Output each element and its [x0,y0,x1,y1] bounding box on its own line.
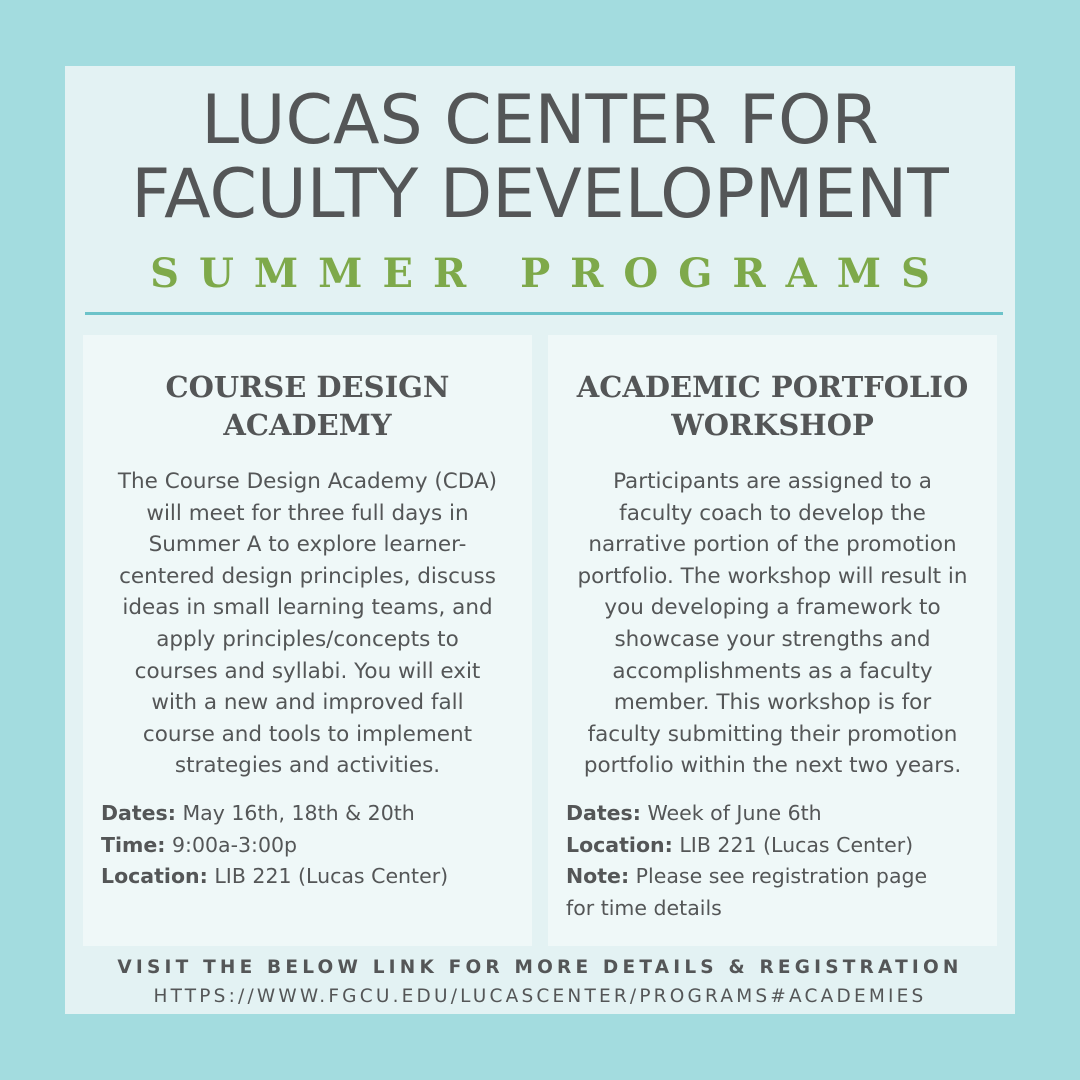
description-line: courses and syllabi. You will exit [134,658,481,684]
page-title [65,81,1015,234]
description-line: apply principles/concepts to [156,626,459,652]
detail-dates [101,798,448,830]
program-description [548,466,997,782]
detail-value: LIB 221 (Lucas Center) [672,832,914,857]
detail-value: Please see registration page [629,864,928,889]
description-line: with a new and improved fall [151,690,464,716]
description-line: strategies and activities. [174,753,441,779]
program-title-line: ACADEMY [223,408,392,442]
program-title-line: WORKSHOP [671,408,874,442]
program-card-academic-portfolio [548,335,997,946]
description-line: portfolio within the next two years. [583,753,962,779]
detail-label: Time: [101,832,166,857]
description-line: showcase your strengths and [614,626,931,652]
detail-value: for time details [566,895,722,920]
description-line: The Course Design Academy (CDA) [117,469,498,494]
registration-link[interactable]: HTTPS://WWW.FGCU.EDU/LUCASCENTER/PROGRAMS#ACADEMIES [153,986,927,1007]
detail-label: Dates: [566,801,641,825]
detail-dates [566,798,927,830]
description-line: portfolio. The workshop will result in [577,563,968,589]
detail-time [101,830,448,862]
flyer-panel [65,66,1015,1014]
description-line: centered design principles, discuss [119,563,496,589]
program-details [566,798,927,924]
description-line: faculty coach to develop the [619,500,926,526]
footer-call-to-action: VISIT THE BELOW LINK FOR MORE DETAILS & REGISTRATION [117,957,963,978]
program-title [548,335,997,444]
detail-label: Location: [101,864,208,889]
detail-location [566,830,927,862]
detail-value: 9:00a-3:00p [165,832,298,857]
description-line: ideas in small learning teams, and [122,595,493,621]
program-details [101,798,448,893]
description-line: member. This workshop is for [613,690,932,716]
title-line-2: FACULTY DEVELOPMENT [131,155,949,234]
detail-note [566,861,927,893]
detail-value: Week of June 6th [640,801,822,825]
detail-value: LIB 221 (Lucas Center) [207,864,449,889]
detail-location [101,861,448,893]
page-subtitle: SUMMER PROGRAMS [150,250,950,297]
program-description [83,466,532,782]
description-line: will meet for three full days in [146,500,469,526]
detail-value: May 16th, 18th & 20th [175,801,415,825]
detail-label: Location: [566,832,673,857]
divider [85,312,1003,315]
detail-label: Note: [566,864,630,889]
program-title [83,335,532,444]
program-card-course-design [83,335,532,946]
detail-note-continued [566,893,927,925]
description-line: Participants are assigned to a [613,469,932,494]
title-line-1: LUCAS CENTER FOR [201,81,879,160]
detail-label: Dates: [101,801,176,825]
description-line: Summer A to explore learner- [148,532,467,558]
program-title-line: COURSE DESIGN [165,370,450,404]
description-line: accomplishments as a faculty [612,658,933,684]
description-line: narrative portion of the promotion [588,532,957,558]
description-line: faculty submitting their promotion [587,721,958,747]
description-line: course and tools to implement [142,721,473,747]
description-line: you developing a framework to [604,595,941,621]
program-title-line: ACADEMIC PORTFOLIO [576,370,969,404]
